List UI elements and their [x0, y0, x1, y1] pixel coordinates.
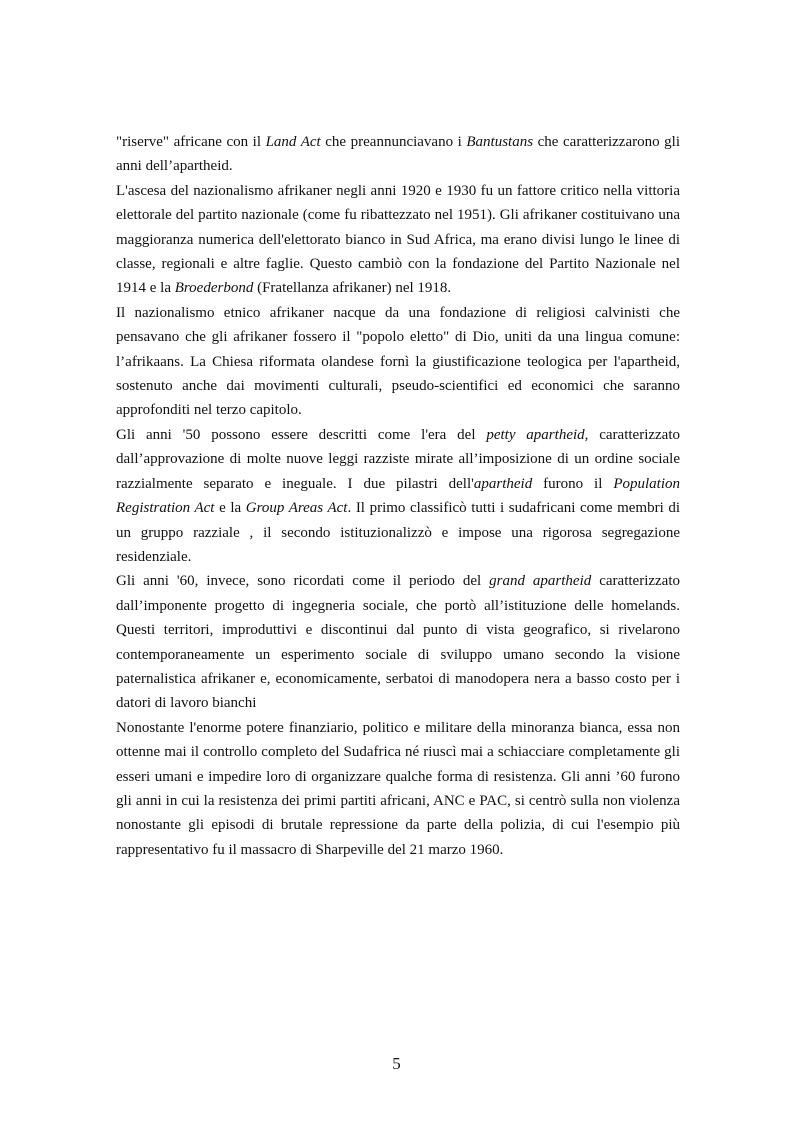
paragraph-5: Gli anni '60, invece, sono ricordati come il periodo del grand apartheid caratterizzato dall’imponente progetto di ingegneria sociale, che portò all’istituzione delle homelands. Questi territori, improduttivi e discontinui dal punto di vista geografico, si rivelarono contemporaneamente un esperimento sociale di sviluppo umano secondo la visione paternalistica afrikaner e, economicamente, serbatoi di manodopera nera a basso costo per i datori di lavoro bianchi: [116, 573, 680, 712]
paragraph-6: Nonostante l'enorme potere finanziario, politico e militare della minoranza bianca, essa non ottenne mai il controllo completo del Sudafrica né riuscì mai a schiacciare completamente gli esseri umani e impedire loro di organizzare qualche forma di resistenza. Gli anni ’60 furono gli anni in cui la resistenza dei primi partiti africani, ANC e PAC, si centrò sulla non violenza nonostante gli episodi di brutale repressione da parte della polizia, di cui l'esempio più rappresentativo fu il massacro di Sharpeville del 21 marzo 1960.: [116, 719, 680, 858]
page-number: 5: [392, 1054, 401, 1073]
paragraph-3: Il nazionalismo etnico afrikaner nacque da una fondazione di religiosi calvinisti che pensavano che gli afrikaner fossero il "popolo eletto" di Dio, uniti da una lingua comune: l’afrikaans. La Chiesa riformata olandese fornì la giustificazione teologica per l'apartheid, sostenuto anche dai movimenti culturali, pseudo-scientifici ed economici che saranno approfonditi nel terzo capitolo.: [116, 304, 680, 419]
paragraph-4: Gli anni '50 possono essere descritti come l'era del petty apartheid, caratterizzato dall’approvazione di molte nuove leggi razziste mirate all’imposizione di un ordine sociale razzialmente separato e ineguale. I due pilastri dell'apartheid furono il Population Registration Act e la Group Areas Act. Il primo classificò tutti i sudafricani come membri di un gruppo razziale , il secondo istituzionalizzò e impose una rigorosa segregazione residenziale.: [116, 426, 681, 565]
paragraph-1: "riserve" africane con il Land Act che preannunciavano i Bantustans che caratterizzarono gli anni dell’apartheid.: [116, 134, 681, 175]
body-text: [116, 130, 680, 862]
paragraph-2: L'ascesa del nazionalismo afrikaner negli anni 1920 e 1930 fu un fattore critico nella vittoria elettorale del partito nazionale (come fu ribattezzato nel 1951). Gli afrikaner costituivano una maggioranza numerica dell'elettorato bianco in Sud Africa, ma erano divisi lungo le linee di classe, regionali e altre faglie. Questo cambiò con la fondazione del Partito Nazionale nel 1914 e la Broederbond (Fratellanza afrikaner) nel 1918.: [116, 182, 680, 297]
